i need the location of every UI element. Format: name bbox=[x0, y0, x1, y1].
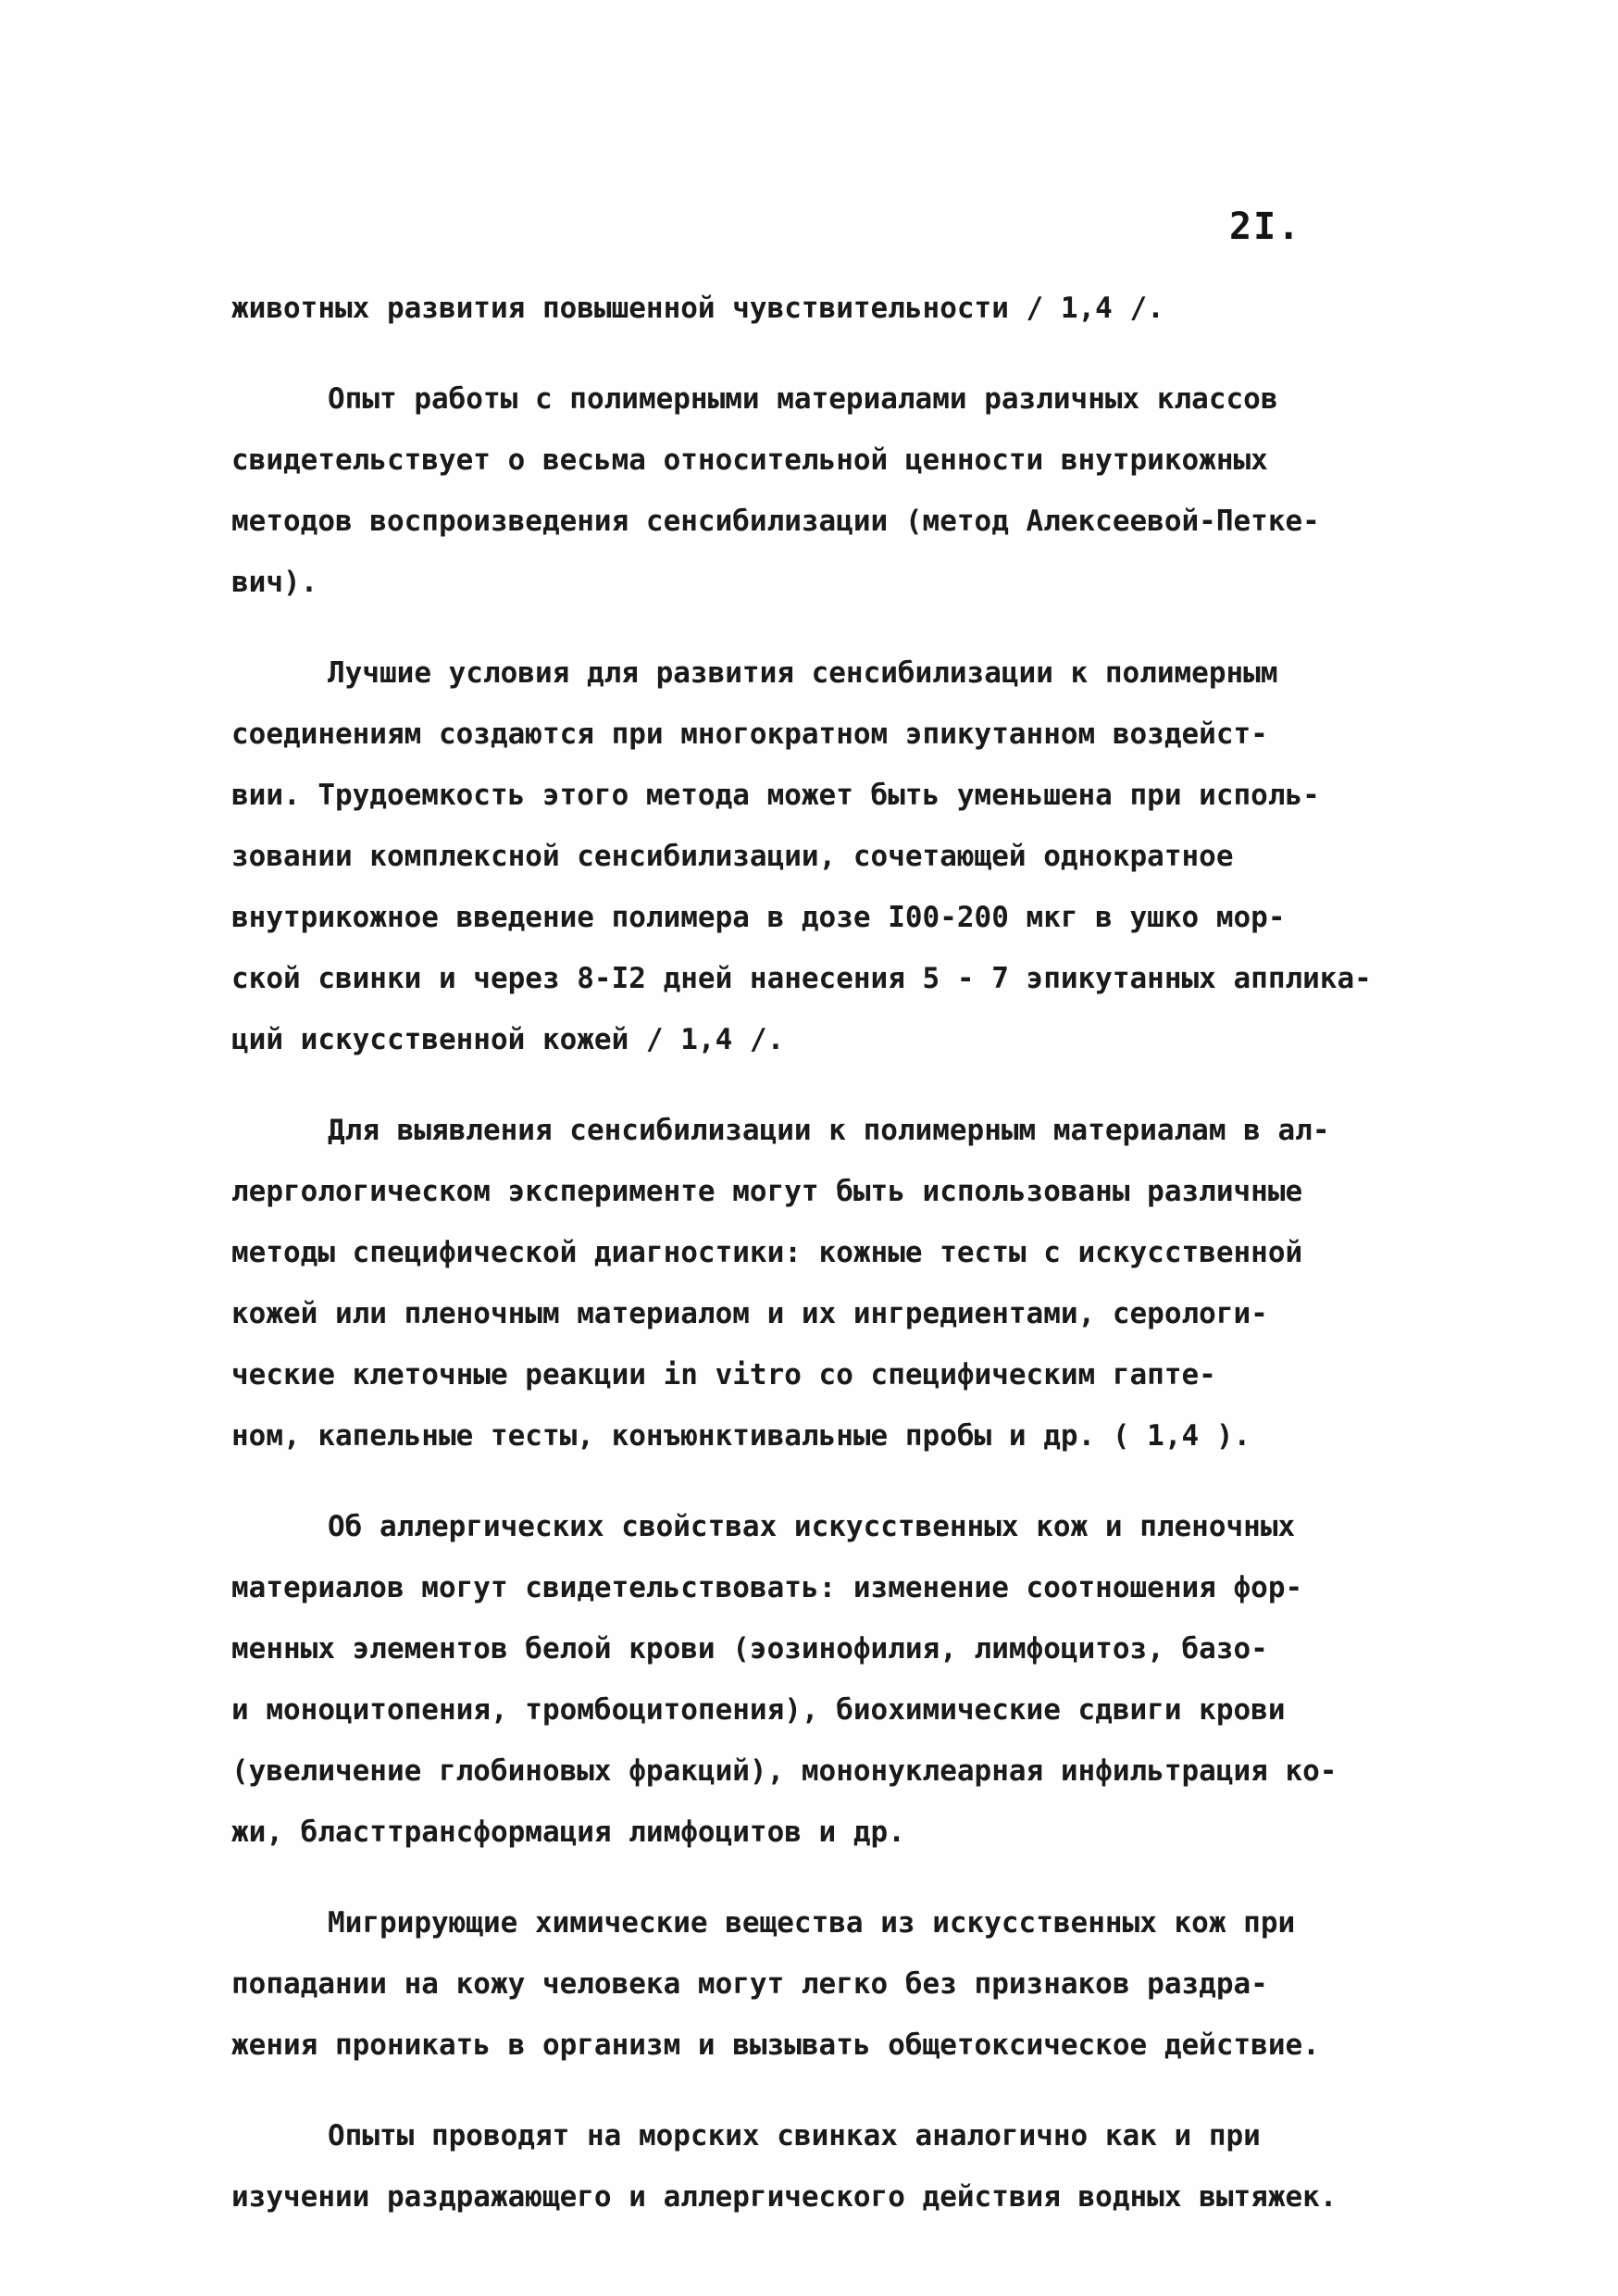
text-line: вии. Трудоемкость этого метода может быть уменьшена при исполь- bbox=[231, 779, 1320, 812]
text-line: кожей или пленочным материалом и их ингредиентами, серологи- bbox=[231, 1297, 1268, 1330]
paragraph-start-line: Лучшие условия для развития сенсибилизации к полимерным bbox=[328, 656, 1278, 690]
paragraph-start-line: Для выявления сенсибилизации к полимерным материалам в ал- bbox=[328, 1114, 1330, 1147]
text-line: свидетельствует о весьма относительной ценности внутрикожных bbox=[231, 443, 1268, 477]
page-number: 2I. bbox=[1229, 206, 1302, 248]
text-line: материалов могут свидетельствовать: изменение соотношения фор- bbox=[231, 1571, 1303, 1604]
text-line: жи, бласттрансформация лимфоцитов и др. bbox=[231, 1816, 905, 1849]
text-line: соединениям создаются при многократном эпикутанном воздейст- bbox=[231, 718, 1268, 751]
paragraph-start-line: Мигрирующие химические вещества из искусственных кож при bbox=[328, 1906, 1296, 1940]
text-line: и моноцитопения, тромбоцитопения), биохимические сдвиги крови bbox=[231, 1693, 1286, 1727]
paragraph-start-line: Об аллергических свойствах искусственных кож и пленочных bbox=[328, 1510, 1296, 1543]
text-line: лергологическом эксперименте могут быть использованы различные bbox=[231, 1175, 1303, 1208]
paragraph-start-line: Опыты проводят на морских свинках аналогично как и при bbox=[328, 2119, 1261, 2152]
text-line: (увеличение глобиновых фракций), мононуклеарная инфильтрация ко- bbox=[231, 1754, 1338, 1788]
text-line: жения проникать в организм и вызывать общетоксическое действие. bbox=[231, 2028, 1320, 2062]
text-line: попадании на кожу человека могут легко без признаков раздра- bbox=[231, 1967, 1268, 2001]
paragraph-start-line: Опыт работы с полимерными материалами различных классов bbox=[328, 382, 1278, 416]
document-body bbox=[231, 278, 1407, 2227]
text-line: живoтных развития повышенной чувствительности / 1,4 /. bbox=[231, 292, 1164, 325]
text-line: зовании комплексной сенсибилизации, сочетающей однократное bbox=[231, 840, 1234, 873]
text-line: методов воспроизведения сенсибилизации (метод Алексеевой-Петке- bbox=[231, 505, 1320, 538]
text-line: ческие клеточные реакции in vitro со специфическим гапте- bbox=[231, 1358, 1216, 1391]
text-line: изучении раздражающего и аллергического действия водных вытяжек. bbox=[231, 2180, 1338, 2214]
text-line: внутрикожное введение полимера в дозе I00-200 мкг в ушко мор- bbox=[231, 901, 1286, 934]
text-line: вич). bbox=[231, 566, 318, 599]
text-line: ской свинки и через 8-I2 дней нанесения 5 - 7 эпикутанных аппликa- bbox=[231, 962, 1372, 995]
text-line: менных элементов белой крови (эозинофилия, лимфоцитоз, базо- bbox=[231, 1632, 1268, 1666]
text-line: ций искусственной кожей / 1,4 /. bbox=[231, 1023, 785, 1056]
text-line: ном, капельные тесты, конъюнктивальные пробы и др. ( 1,4 ). bbox=[231, 1419, 1251, 1453]
text-line: методы специфической диагностики: кожные тесты с искусственной bbox=[231, 1236, 1303, 1269]
